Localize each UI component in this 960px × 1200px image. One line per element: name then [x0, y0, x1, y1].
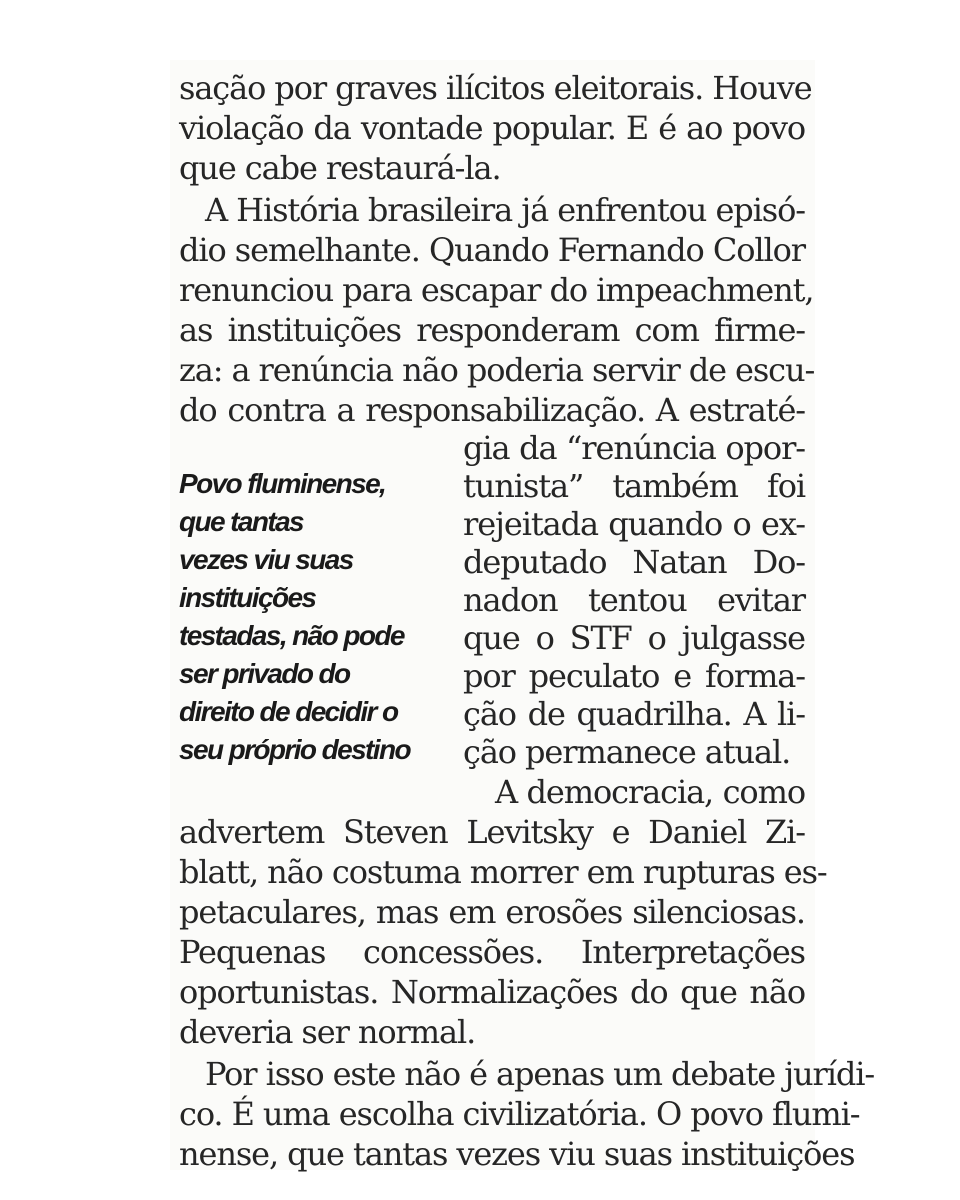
- pull-quote-line: instituições: [179, 582, 316, 613]
- article-line: dio semelhante. Quando Fernando Collor: [179, 231, 805, 269]
- article-line: violação da vontade popular. E é ao povo: [179, 109, 805, 147]
- article-line: za: a renúncia não poderia servir de escu-: [179, 351, 815, 389]
- pull-quote-line: que tantas: [179, 506, 304, 537]
- pull-quote-line: vezes viu suas: [179, 544, 353, 575]
- article-line: por peculato e forma-: [463, 657, 805, 695]
- pull-quote-line: ser privado do: [179, 658, 350, 689]
- article-line: advertem Steven Levitsky e Daniel Zi-: [179, 813, 805, 851]
- pull-quote-line: seu próprio destino: [179, 734, 410, 765]
- article-line: nense, que tantas vezes viu suas instituições: [179, 1135, 855, 1173]
- article-line: Pequenas concessões. Interpretações: [179, 933, 805, 971]
- article-line: do contra a responsabilização. A estraté-: [179, 391, 805, 429]
- article-line-indent: Por isso este não é apenas um debate jurídi-: [205, 1055, 875, 1093]
- article-line: gia da “renúncia opor-: [463, 429, 805, 467]
- article-line: ção permanece atual.: [463, 733, 791, 771]
- pull-quote-line: direito de decidir o: [179, 696, 398, 727]
- article-line-indent: A democracia, como: [495, 773, 805, 811]
- article-line: as instituições responderam com firme-: [179, 311, 805, 349]
- article-line: nadon tentou evitar: [463, 581, 805, 619]
- pull-quote-line: Povo fluminense,: [179, 468, 386, 499]
- article-line: deveria ser normal.: [179, 1013, 476, 1051]
- article-line: oportunistas. Normalizações do que não: [179, 973, 805, 1011]
- article-line: que o STF o julgasse: [463, 619, 805, 657]
- article-line: que cabe restaurá-la.: [179, 149, 501, 187]
- article-line: deputado Natan Do-: [463, 543, 805, 581]
- article-line: petaculares, mas em erosões silenciosas.: [179, 893, 805, 931]
- article-line: tunista” também foi: [463, 467, 805, 505]
- article-line: co. É uma escolha civilizatória. O povo flumi-: [179, 1095, 860, 1133]
- article-line: rejeitada quando o ex-: [463, 505, 805, 543]
- article-line: blatt, não costuma morrer em rupturas es-: [179, 853, 827, 891]
- article-line: renunciou para escapar do impeachment,: [179, 271, 814, 309]
- article-line: ção de quadrilha. A li-: [463, 695, 805, 733]
- article-line-indent: A História brasileira já enfrentou episó-: [205, 191, 805, 229]
- pull-quote-line: testadas, não pode: [179, 620, 404, 651]
- article-line: sação por graves ilícitos eleitorais. Houve: [179, 69, 812, 107]
